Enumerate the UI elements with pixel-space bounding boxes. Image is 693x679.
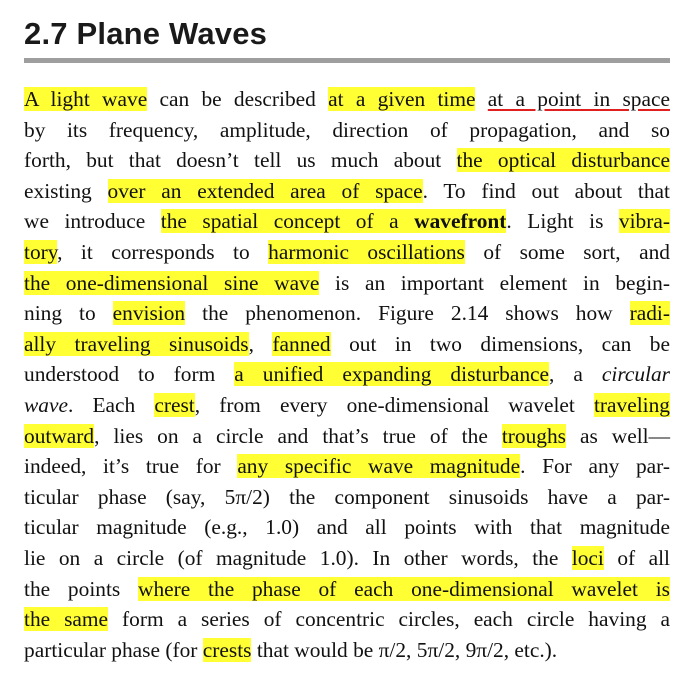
text-span: out in two dimensions, can be <box>330 331 670 356</box>
text-span: the points <box>24 576 139 601</box>
underline-annotation: at a point in space <box>487 87 670 111</box>
highlight: any specific wave magnitude <box>237 454 521 479</box>
text-line <box>24 451 670 482</box>
text-line <box>24 512 670 543</box>
text-line <box>24 329 670 360</box>
text-line <box>24 574 670 605</box>
text-span <box>475 87 487 111</box>
text-line <box>24 635 670 666</box>
text-span: as well— <box>566 423 671 448</box>
text-span: , from every one-dimensional wavelet <box>194 392 594 417</box>
highlight: fanned <box>272 331 331 356</box>
text-line <box>24 604 670 635</box>
text-span: ticular magnitude (e.g., 1.0) and all points with that magnitude <box>24 515 670 540</box>
text-line <box>24 268 670 299</box>
highlight: outward <box>24 423 95 448</box>
text-line <box>24 206 670 237</box>
text-span: the phenomenon. Figure 2.14 shows how <box>185 301 630 326</box>
text-span: indeed, it’s true for <box>24 454 238 479</box>
text-line <box>24 482 670 513</box>
text-span: can be described <box>147 87 329 111</box>
text-span: . Light is <box>506 209 619 234</box>
text-span: of some sort, and <box>464 239 670 264</box>
text-span: ning to <box>24 301 113 326</box>
highlight: tory <box>24 239 58 264</box>
text-span: ticular phase (say, 5π/2) the component sinusoids have a par- <box>24 484 670 509</box>
text-line <box>24 145 670 176</box>
text-span: we introduce <box>24 209 161 234</box>
text-span: lie on a circle (of magnitude 1.0). In other words, the <box>24 545 572 570</box>
text-span: of all <box>603 545 670 570</box>
highlight: ally traveling sinusoids <box>24 331 249 356</box>
highlight: A light wave <box>24 87 148 111</box>
text-span: , a <box>549 362 602 387</box>
text-span: existing <box>24 178 108 203</box>
highlight: the optical disturbance <box>456 148 671 173</box>
highlight: troughs <box>501 423 566 448</box>
text-span: by its frequency, amplitude, direction of propagation, and so <box>24 117 670 142</box>
text-span: that would be π/2, 5π/2, 9π/2, etc.). <box>251 637 558 662</box>
highlight: the one-dimensional sine wave <box>24 270 320 295</box>
text-span: forth, but that doesn’t tell us much about <box>24 148 457 173</box>
text-line <box>24 237 670 268</box>
text-line <box>24 390 670 421</box>
highlight: crest <box>154 392 195 417</box>
highlight: vibra- <box>618 209 670 234</box>
highlight: traveling <box>593 392 670 417</box>
text-span: , <box>248 331 273 356</box>
text-span: understood to form <box>24 362 235 387</box>
section-title: 2.7 Plane Waves <box>24 16 268 51</box>
highlight: harmonic oscillations <box>268 239 465 264</box>
highlight: the same <box>24 607 109 632</box>
text-span: the spatial concept of a <box>160 209 415 234</box>
text-span: is an important element in begin- <box>319 270 670 295</box>
italic-term: wave <box>24 392 68 417</box>
highlight: radi- <box>629 301 670 326</box>
text-line <box>24 421 670 452</box>
text-span: particular phase (for <box>24 637 203 662</box>
highlight: crests <box>202 637 252 662</box>
text-span: , it corresponds to <box>57 239 269 264</box>
term-wavefront: wavefront <box>414 209 507 234</box>
highlight: a unified expanding disturbance <box>234 362 550 387</box>
text-span: , lies on a circle and that’s true of the <box>94 423 502 448</box>
highlight: loci <box>571 545 604 570</box>
title-rule <box>24 58 670 63</box>
page <box>24 0 670 665</box>
text-line <box>24 176 670 207</box>
text-span: . Each <box>67 392 155 417</box>
highlight: at a given time <box>328 87 476 111</box>
text-span: . To find out about that <box>422 178 670 203</box>
italic-term: circular <box>601 362 671 387</box>
text-line <box>24 359 670 390</box>
text-line <box>24 115 670 146</box>
text-line <box>24 298 670 329</box>
text-line <box>24 543 670 574</box>
highlight: where the phase of each one-dimensional wavelet is <box>138 576 670 601</box>
text-line <box>24 84 670 115</box>
text-span: . For any par- <box>520 454 670 479</box>
highlight: envision <box>112 301 186 326</box>
highlight: over an extended area of space <box>107 178 423 203</box>
text-span: form a series of concentric circles, each circle having a <box>108 607 670 632</box>
highlight <box>161 209 507 233</box>
paragraph <box>24 84 670 665</box>
